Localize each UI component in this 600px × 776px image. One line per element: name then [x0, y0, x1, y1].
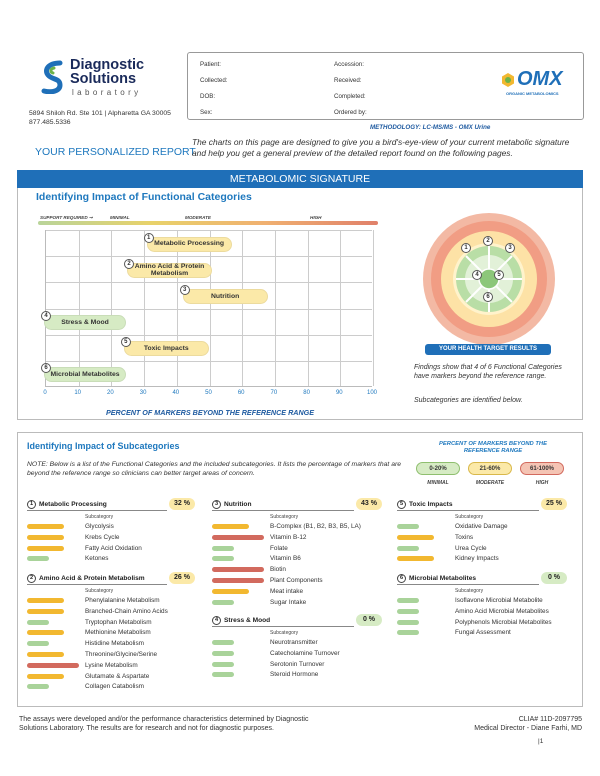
subcategory-row	[397, 596, 569, 607]
category-chart-grid	[45, 230, 372, 387]
percent-legend-title: PERCENT OF MARKERS BEYOND THE REFERENCE RANGE	[439, 441, 547, 454]
subcategory-bar	[397, 535, 434, 540]
subcategory-column-label: Subcategory	[455, 514, 484, 520]
subcategory-label: Neurotransmitter	[270, 639, 318, 646]
target-number-5: 5	[494, 270, 504, 280]
subcategory-row	[212, 670, 384, 681]
subcategory-bar	[27, 641, 49, 646]
subcategory-bar	[397, 609, 419, 614]
grid-line-vertical	[373, 230, 374, 386]
subcategory-label: Oxidative Damage	[455, 523, 508, 530]
lab-phone: 877.485.5336	[29, 119, 71, 126]
omx-logo-text: OMX	[517, 68, 563, 90]
group-number: 6	[397, 574, 406, 583]
health-target-results-button[interactable]: YOUR HEALTH TARGET RESULTS	[425, 344, 551, 355]
field-ordered-by: Ordered by:	[334, 109, 367, 116]
subcategory-row	[397, 628, 569, 639]
footer-director: Medical Director - Diane Farhi, MD	[474, 724, 582, 732]
group-percent-badge: 43 %	[356, 498, 382, 510]
subcategory-bar	[397, 630, 419, 635]
subcategory-label: Tryptophan Metabolism	[85, 618, 152, 626]
subcategory-row	[27, 533, 197, 544]
subcategory-row	[27, 639, 197, 650]
subcategory-label: Plant Components	[270, 577, 323, 584]
category-number-3: 3	[180, 285, 190, 295]
subcategory-bar	[212, 662, 234, 667]
category-bar-microbial-metabolites: Microbial Metabolites	[44, 367, 126, 382]
subcategory-row	[212, 660, 384, 671]
subcategory-column-label: Subcategory	[270, 630, 299, 636]
subcategory-group-nutrition	[212, 500, 384, 610]
subcategory-label: Isoflavone Microbial Metabolite	[455, 597, 543, 604]
subcategory-label: Polyphenols Microbial Metabolites	[455, 618, 552, 626]
subcategory-label: Vitamin B6	[270, 555, 301, 563]
subcategory-bar	[27, 598, 64, 603]
methodology: METHODOLOGY: LC-MS/MS - OMX Urine	[370, 124, 491, 131]
group-number: 1	[27, 500, 36, 509]
grid-line-horizontal	[46, 361, 372, 362]
group-number: 3	[212, 500, 221, 509]
group-percent-badge: 0 %	[541, 572, 567, 584]
support-high-label: HIGH	[310, 215, 322, 220]
lab-address-block	[29, 109, 171, 127]
grid-line-horizontal	[46, 282, 372, 283]
logo-line1: Diagnostic	[70, 57, 145, 73]
field-sex: Sex:	[200, 109, 213, 116]
subcategory-bar	[212, 640, 234, 645]
subcategory-label: Krebs Cycle	[85, 533, 120, 541]
subcategory-row	[27, 650, 197, 661]
target-number-1: 1	[461, 243, 471, 253]
patient-fields-left	[200, 61, 228, 125]
support-minimal-label: MINIMAL	[110, 215, 130, 220]
subcategory-row	[397, 554, 569, 565]
subcategory-row	[397, 522, 569, 533]
subcategory-row	[27, 596, 197, 607]
subcategory-group-stress-mood	[212, 616, 384, 683]
subcategory-label: Fungal Assessment	[455, 629, 511, 637]
subcategory-column-label: Subcategory	[85, 514, 114, 520]
subcategory-column-label: Subcategory	[85, 588, 114, 594]
x-tick-label: 30	[139, 390, 147, 396]
subcategory-row	[27, 607, 197, 618]
subcategory-bar	[27, 652, 64, 657]
subcategory-bar	[397, 556, 434, 561]
field-completed: Completed:	[334, 93, 366, 100]
subcategory-bar	[27, 609, 64, 614]
legend-high-label: HIGH	[535, 480, 549, 486]
target-number-4: 4	[472, 270, 482, 280]
subcategory-label: Sugar Intake	[270, 598, 307, 606]
subcategory-bar	[27, 524, 64, 529]
subcategory-bar	[27, 546, 64, 551]
subcategory-row	[27, 554, 197, 565]
subcategory-label: Glutamate & Aspartate	[85, 672, 150, 680]
subcategory-label: Methionine Metabolism	[85, 629, 151, 637]
group-name: Stress & Mood	[224, 617, 271, 624]
subcategory-label: Steroid Hormone	[270, 671, 319, 679]
subcategory-bar	[212, 651, 234, 656]
health-target-icon	[422, 212, 556, 346]
field-accession: Accession:	[334, 61, 364, 68]
grid-line-horizontal	[46, 335, 372, 336]
subcategory-bar	[212, 535, 264, 540]
subcategories-title: Identifying Impact of Subcategories	[27, 441, 180, 451]
subcategory-bar	[397, 524, 419, 529]
group-percent-badge: 32 %	[169, 498, 195, 510]
field-received: Received:	[334, 77, 362, 84]
subcategory-label: Phenylalanine Metabolism	[85, 597, 160, 604]
category-number-4: 4	[41, 311, 51, 321]
subcategory-bar	[212, 589, 249, 594]
subcategory-column-label: Subcategory	[270, 514, 299, 520]
subcategory-bar	[27, 663, 79, 668]
functional-categories-title: Identifying Impact of Functional Categories	[36, 191, 252, 203]
subcategory-group-metabolic-processing	[27, 500, 197, 567]
group-name: Nutrition	[224, 501, 252, 508]
subcategory-label: Threonine/Glycine/Serine	[85, 651, 158, 658]
support-gradient-bar	[38, 221, 378, 225]
group-percent-badge: 0 %	[356, 614, 382, 626]
footer-right	[400, 716, 582, 733]
x-tick-label: 20	[107, 390, 114, 396]
category-number-2: 2	[124, 259, 134, 269]
x-tick-label: 50	[205, 390, 212, 396]
x-axis-label: PERCENT OF MARKERS BEYOND THE REFERENCE RANGE	[105, 408, 315, 417]
subcategory-label: Histidine Metabolism	[85, 640, 144, 648]
logo-title	[70, 59, 144, 86]
category-bar-nutrition: Nutrition	[183, 289, 268, 304]
field-patient: Patient:	[200, 61, 221, 68]
subcategory-row	[397, 533, 569, 544]
subcategory-group-toxic-impacts	[397, 500, 569, 567]
subcategory-label: Vitamin B-12	[270, 533, 307, 541]
legend-minimal-label: MINIMAL	[427, 480, 449, 486]
personalized-report-title: YOUR PERSONALIZED REPORT	[35, 146, 196, 158]
group-name: Metabolic Processing	[39, 501, 107, 508]
subcategory-bar	[27, 535, 64, 540]
target-number-6: 6	[483, 292, 493, 302]
lab-address: 5894 Shiloh Rd. Ste 101 | Alpharetta GA 30005	[29, 110, 171, 117]
subcategory-label: Toxins	[455, 533, 474, 541]
group-percent-badge: 26 %	[169, 572, 195, 584]
subcategory-bar	[212, 546, 234, 551]
target-number-2: 2	[483, 236, 493, 246]
x-tick-label: 70	[270, 390, 278, 396]
subcategory-bar	[212, 600, 234, 605]
logo-swirl-icon	[40, 60, 66, 94]
legend-moderate-pill: 21-60%	[468, 462, 512, 475]
field-dob: DOB:	[200, 93, 216, 100]
group-name: Amino Acid & Protein Metabolism	[39, 575, 145, 582]
subcategory-row	[212, 649, 384, 660]
category-number-5: 5	[121, 337, 131, 347]
omx-logo-sub: ORGANIC METABOLOMICS	[506, 91, 559, 96]
footer-disclaimer: The assays were developed and/or the performance characteristics determined by Diagnostic Solutions Laboratory. The results are for research and not for diagnostic purposes.	[19, 716, 309, 732]
x-tick-label: 60	[237, 390, 245, 396]
field-collected: Collected:	[200, 77, 228, 84]
target-number-3: 3	[505, 243, 515, 253]
findings-text: Findings show that 4 of 6 Functional Categories have markers beyond the reference range.	[414, 364, 562, 380]
subcategory-row	[212, 576, 384, 587]
support-moderate-label: MODERATE	[185, 215, 211, 220]
subcategory-bar	[212, 578, 264, 583]
subcategory-bar	[397, 620, 419, 625]
subcategory-row	[212, 587, 384, 598]
logo-line2: Solutions	[70, 70, 137, 87]
subcategory-bar	[27, 620, 49, 625]
subcategory-label: Ketones	[85, 555, 109, 563]
group-number: 2	[27, 574, 36, 583]
subcategory-row	[397, 618, 569, 629]
subcategory-row	[212, 544, 384, 555]
subcategory-row	[27, 522, 197, 533]
subcategory-label: Biotin	[270, 566, 286, 574]
subcategory-row	[212, 638, 384, 649]
grid-line-horizontal	[46, 230, 372, 231]
group-number: 5	[397, 500, 406, 509]
subcategory-bar	[212, 556, 234, 561]
x-tick-label: 100	[366, 390, 377, 396]
subcategory-label: Collagen Catabolism	[85, 683, 144, 691]
subcategory-row	[212, 554, 384, 565]
legend-minimal-pill: 0-20%	[416, 462, 460, 475]
subcategory-bar	[397, 598, 419, 603]
subcategory-bar	[27, 684, 49, 689]
subcategory-label: Serotonin Turnover	[270, 660, 325, 668]
category-number-1: 1	[144, 233, 154, 243]
support-required-label: SUPPORT REQUIRED ➞	[40, 215, 93, 220]
subcategory-label: Kidney Impacts	[455, 555, 499, 563]
patient-fields-right	[334, 61, 367, 125]
x-tick-label: 10	[74, 390, 82, 396]
x-tick-label: 0	[43, 390, 47, 396]
group-percent-badge: 25 %	[541, 498, 567, 510]
subcategory-label: Branched-Chain Amino Acids	[85, 607, 168, 615]
subcategory-row	[27, 618, 197, 629]
grid-line-horizontal	[46, 309, 372, 310]
subcategory-label: Lysine Metabolism	[85, 661, 138, 669]
group-number: 4	[212, 616, 221, 625]
legend-high-pill: 61-100%	[520, 462, 564, 475]
group-name: Microbial Metabolites	[409, 575, 477, 582]
subcategory-label: Folate	[270, 544, 288, 552]
category-number-6: 6	[41, 363, 51, 373]
subcategory-group-amino-acid-protein-metabolism	[27, 574, 197, 695]
x-tick-label: 80	[303, 390, 310, 396]
intro-text: The charts on this page are designed to give you a bird's-eye-view of your current metabolic signature and help you get a general preview of the detailed report found on the following pages.	[192, 137, 570, 158]
category-bar-toxic-impacts: Toxic Impacts	[124, 341, 209, 356]
x-tick-label: 90	[335, 390, 343, 396]
subcategory-bar	[212, 672, 234, 677]
grid-line-horizontal	[46, 256, 372, 257]
page-number: |1	[538, 738, 544, 745]
logo-subtitle: laboratory	[72, 88, 142, 97]
subcategory-row	[397, 544, 569, 555]
subcategory-row	[212, 565, 384, 576]
omx-hex-icon	[500, 72, 516, 88]
subcategory-row	[27, 544, 197, 555]
subcategory-label: B-Complex (B1, B2, B3, B5, LA)	[270, 523, 361, 530]
subcategory-bar	[27, 556, 49, 561]
subcategory-label: Meat intake	[270, 587, 304, 595]
subcategory-row	[212, 598, 384, 609]
group-name: Toxic Impacts	[409, 501, 453, 508]
subcategory-bar	[212, 524, 249, 529]
subcategory-column-label: Subcategory	[455, 588, 484, 594]
subcategory-row	[27, 682, 197, 693]
subcategory-row	[212, 522, 384, 533]
x-tick-label: 40	[172, 390, 180, 396]
subcategory-bar	[397, 546, 419, 551]
subcategory-label: Fatty Acid Oxidation	[85, 544, 142, 552]
category-bar-amino-acid-protein-metabolism: Amino Acid & Protein Metabolism	[127, 263, 212, 278]
subcategory-label: Urea Cycle	[455, 544, 487, 552]
category-bar-stress-mood: Stress & Mood	[44, 315, 126, 330]
category-bar-metabolic-processing: Metabolic Processing	[147, 237, 232, 252]
subcategory-row	[397, 607, 569, 618]
subcategory-bar	[27, 674, 64, 679]
subcategory-group-microbial-metabolites	[397, 574, 569, 641]
legend-moderate-label: MODERATE	[475, 480, 505, 486]
subcategories-note: Subcategories are identified below.	[414, 397, 523, 404]
subcategory-row	[27, 672, 197, 683]
subcategory-row	[212, 533, 384, 544]
signature-banner: METABOLOMIC SIGNATURE	[17, 170, 583, 188]
subcategory-row	[27, 628, 197, 639]
footer-clia: CLIA# 11D-2097795	[518, 716, 582, 723]
subcategory-bar	[27, 630, 64, 635]
subcategories-note-text: NOTE: Below is a list of the Functional Categories and the included subcategories. It lists the percentage of markers that are beyond the reference range so clinicians can better target areas of concern.	[27, 461, 402, 477]
omx-logo	[500, 68, 563, 96]
subcategory-row	[27, 661, 197, 672]
subcategory-label: Catecholamine Turnover	[270, 649, 340, 657]
subcategory-bar	[212, 567, 264, 572]
subcategory-label: Amino Acid Microbial Metabolites	[455, 607, 549, 615]
subcategory-label: Glycolysis	[85, 523, 114, 530]
